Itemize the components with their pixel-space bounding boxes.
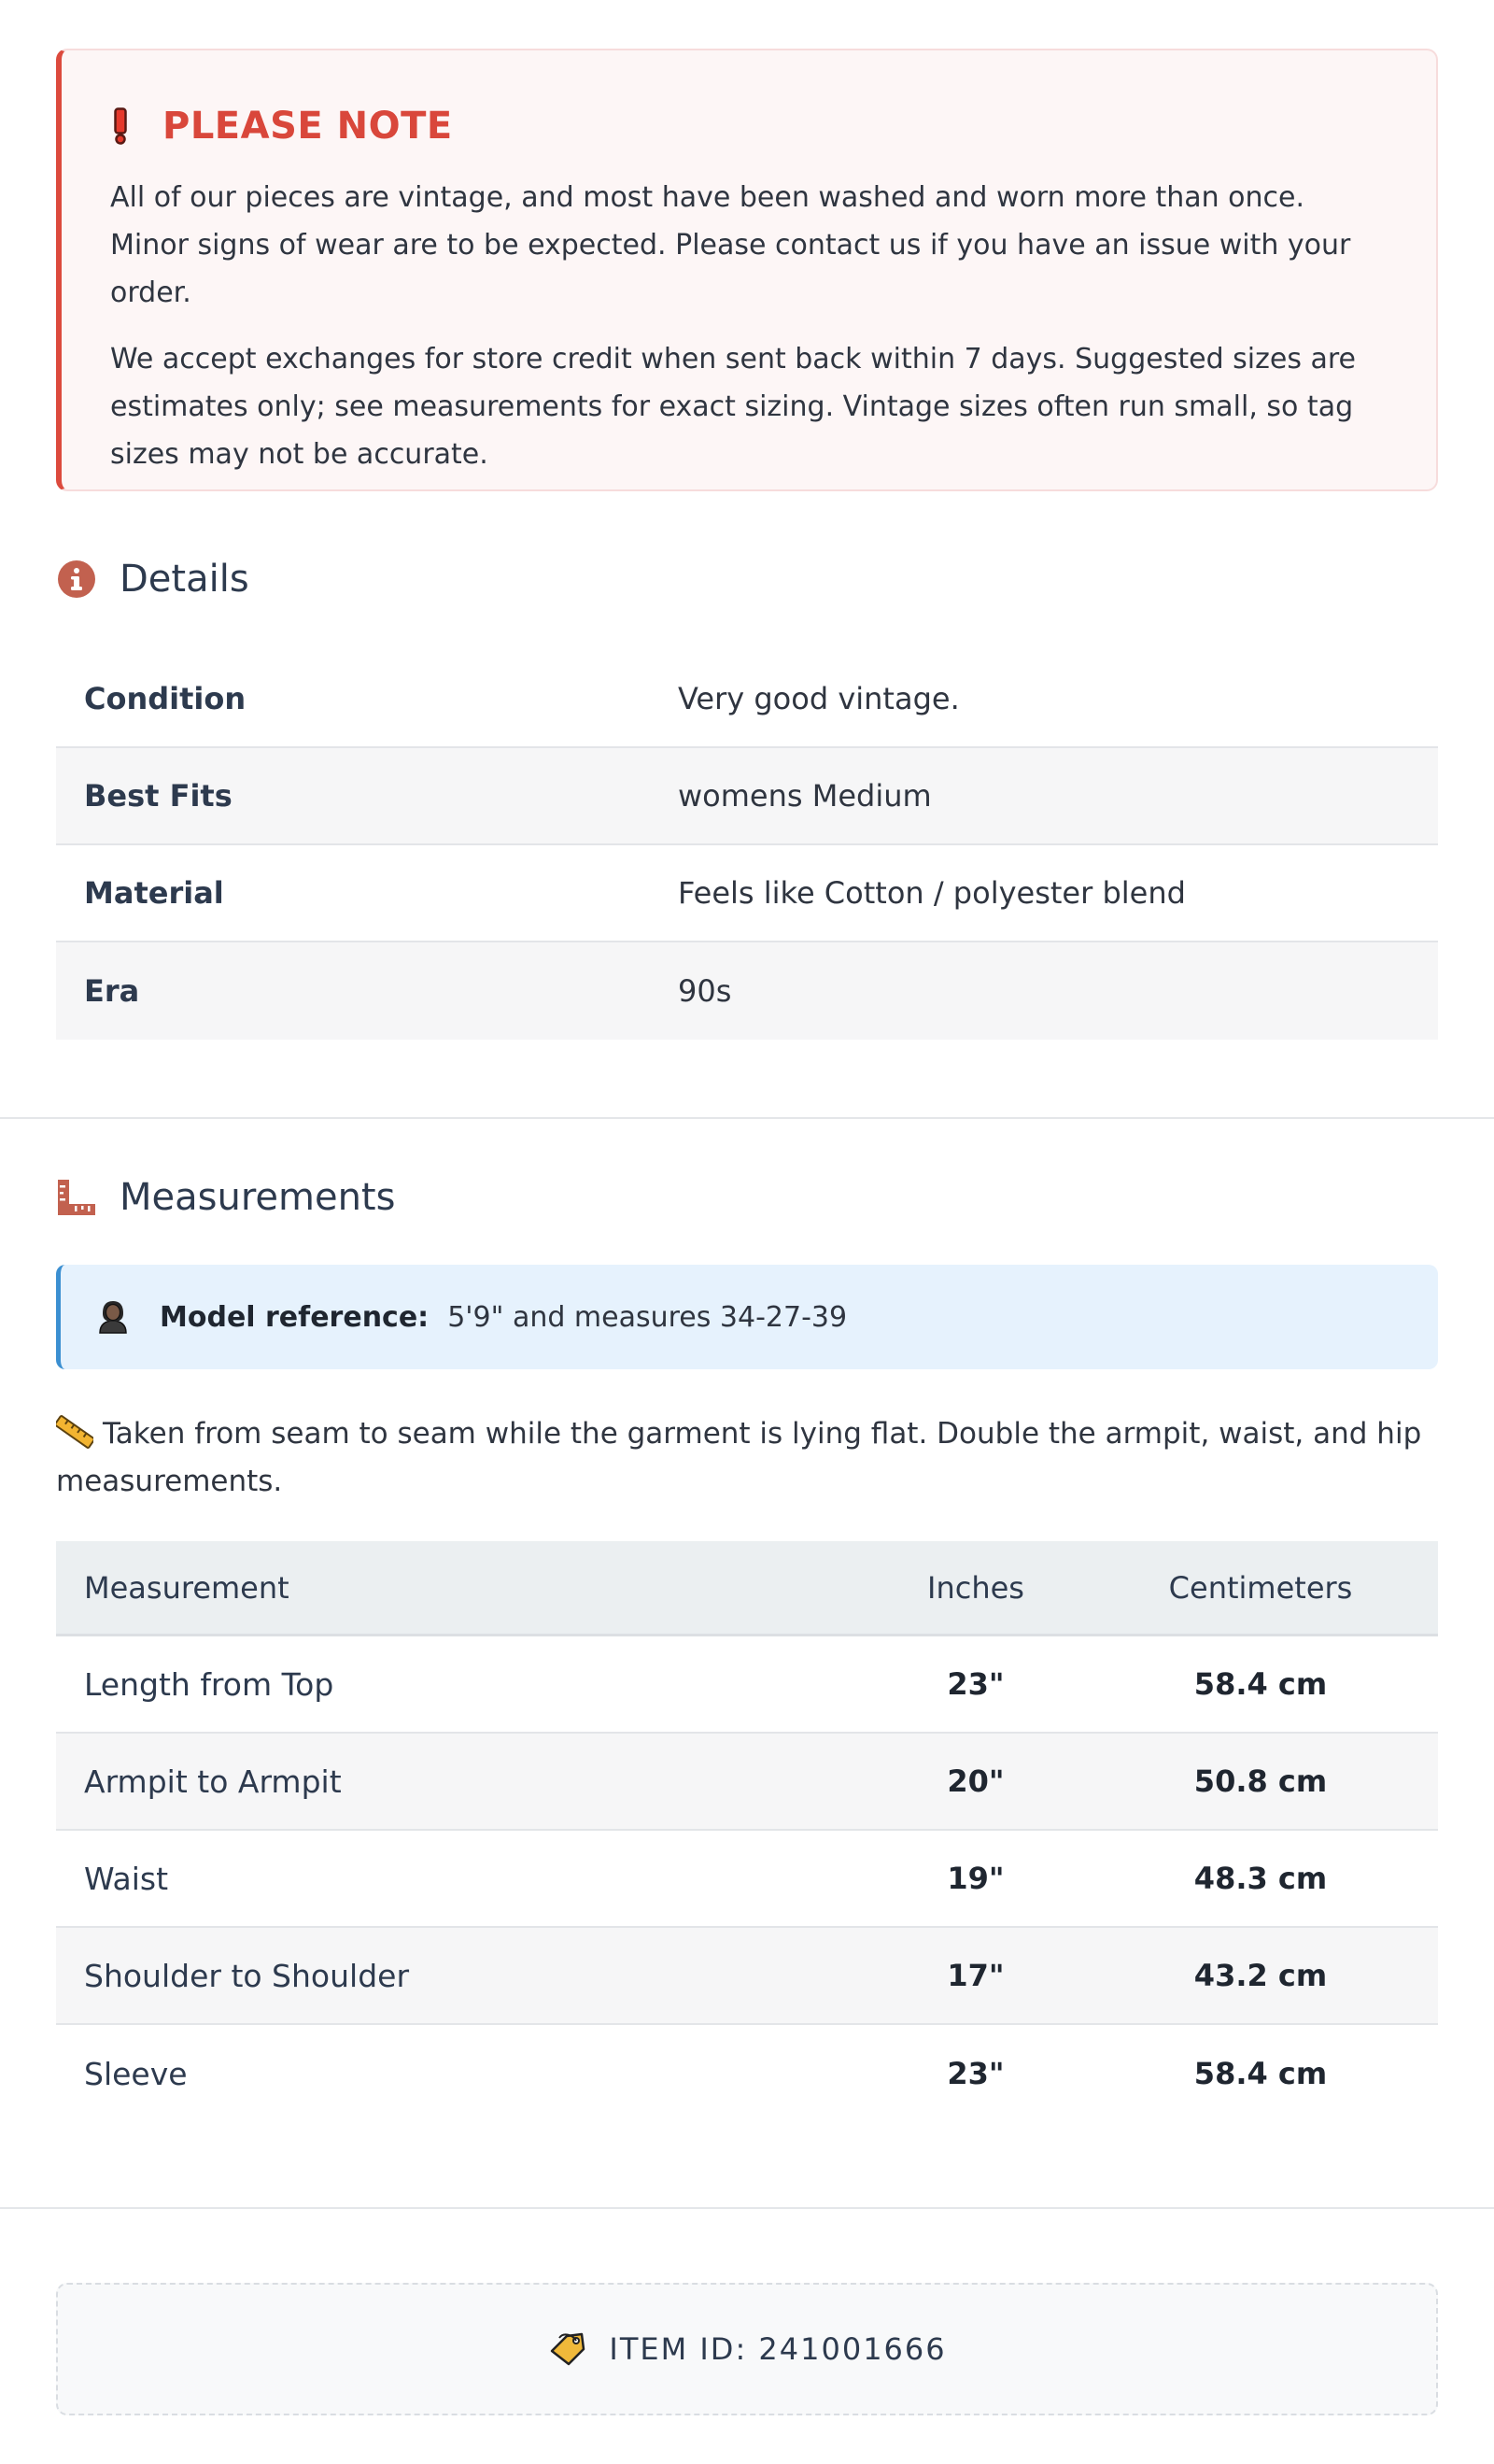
details-row [56,748,1438,845]
table-row [56,1928,1438,2025]
model-reference-value: 5'9" and measures 34-27-39 [447,1300,848,1334]
measurements-table [56,1541,1438,2122]
info-circle-icon [56,559,97,600]
measurement-note [56,1410,1438,1506]
measurement-cm: 50.8 cm [1193,1763,1328,1799]
measurement-cm: 58.4 cm [1193,1666,1328,1702]
ruler-icon [56,1177,97,1218]
detail-label: Era [84,973,140,1009]
measurement-name: Armpit to Armpit [84,1763,342,1800]
details-row [56,651,1438,748]
measurement-name: Length from Top [84,1665,334,1703]
detail-label: Condition [84,681,247,716]
details-title: Details [120,558,249,601]
column-header: Centimeters [1168,1569,1353,1606]
person-icon [94,1298,132,1336]
notice-title: PLEASE NOTE [162,105,453,148]
detail-value: womens Medium [678,778,932,814]
measurement-cm: 48.3 cm [1193,1861,1328,1896]
detail-value: 90s [678,973,732,1009]
column-header: Measurement [84,1569,289,1606]
details-row [56,845,1438,942]
column-header: Inches [927,1569,1024,1606]
tag-icon [547,2329,588,2370]
measurement-inches: 17" [947,1958,1005,1993]
notice-box [56,49,1438,491]
exclamation-icon [110,106,131,146]
straight-ruler-icon [56,1415,93,1449]
model-reference-box [56,1265,1438,1369]
table-header-row [56,1541,1438,1636]
measurements-heading [56,1169,1438,1225]
detail-value: Feels like Cotton / polyester blend [678,875,1186,911]
measurement-inches: 19" [947,1861,1005,1896]
measurement-name: Sleeve [84,2055,188,2092]
section-divider [0,2207,1494,2209]
measurement-cm: 43.2 cm [1193,1958,1328,1993]
notice-paragraph: We accept exchanges for store credit when sent back within 7 days. Suggested sizes are estimates only; see measurements for exact sizing. Vintage sizes often run small, so tag sizes may not be accurate. [110,343,1357,471]
measurement-name: Waist [84,1860,169,1897]
table-row [56,2025,1438,2122]
measurement-inches: 23" [947,2056,1005,2091]
table-row [56,1636,1438,1734]
measurements-title: Measurements [120,1176,396,1219]
item-id: ITEM ID: 241001666 [609,2331,947,2367]
details-heading [56,551,1438,607]
details-row [56,942,1438,1040]
table-row [56,1734,1438,1831]
model-reference-label: Model reference: [160,1300,430,1334]
measurement-inches: 23" [947,1666,1005,1702]
measurement-name: Shoulder to Shoulder [84,1957,410,1994]
measurement-inches: 20" [947,1763,1005,1799]
detail-label: Material [84,875,224,911]
measurement-note-text: Taken from seam to seam while the garment is lying flat. Double the armpit, waist, and hip measurements. [56,1417,1422,1498]
notice-paragraph: All of our pieces are vintage, and most have been washed and worn more than once. Minor signs of wear are to be expected. Please contact us if you have an issue with your order. [110,181,1351,309]
measurement-cm: 58.4 cm [1193,2056,1328,2091]
detail-label: Best Fits [84,778,233,814]
details-table [56,651,1438,1040]
section-divider [0,1117,1494,1119]
notice-header [110,105,1388,148]
item-id-box [56,2283,1438,2415]
detail-value: Very good vintage. [678,681,960,716]
table-row [56,1831,1438,1928]
